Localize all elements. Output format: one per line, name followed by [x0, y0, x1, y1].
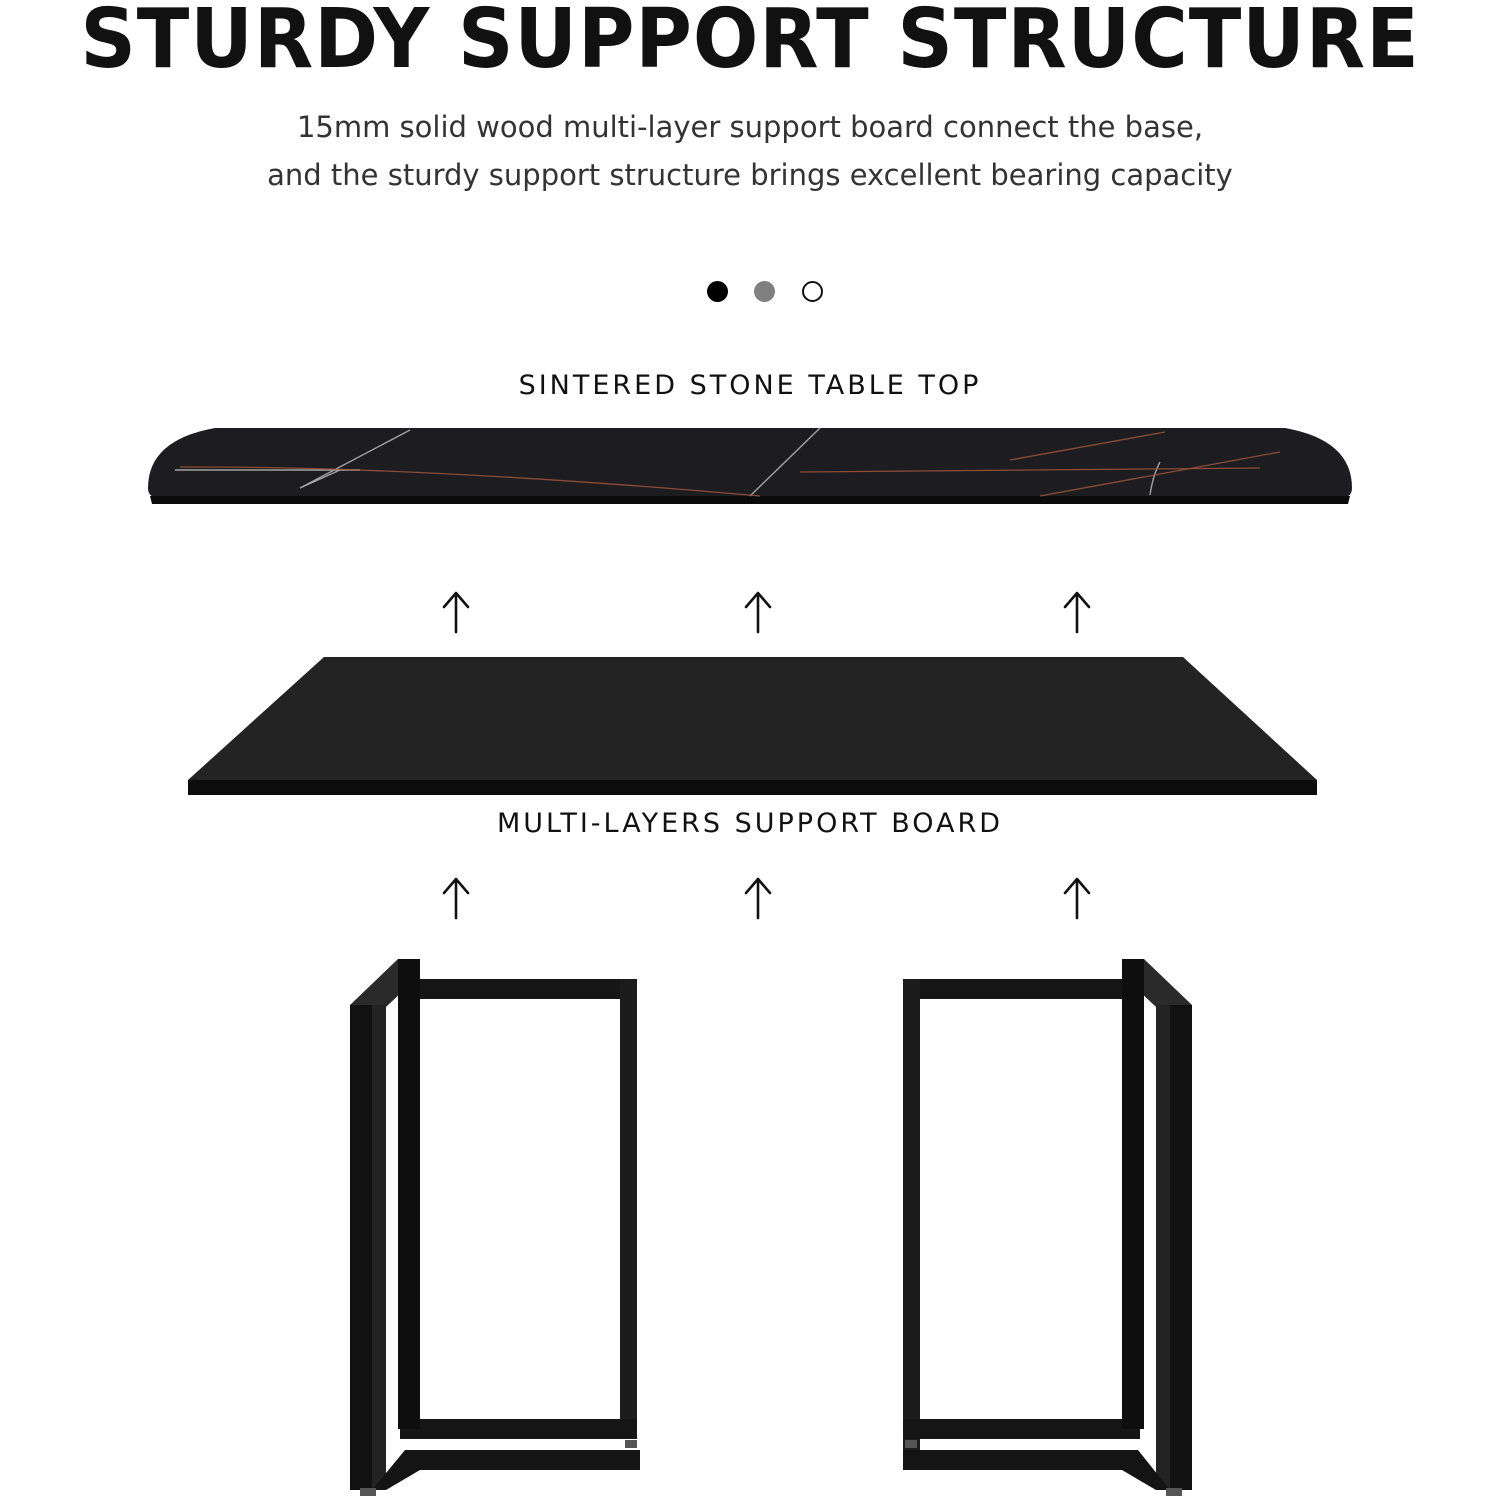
arrow-up-icon [444, 593, 468, 632]
multi-layer-support-board [188, 657, 1317, 795]
table-top-label: SINTERED STONE TABLE TOP [518, 370, 982, 401]
arrow-up-icon [746, 593, 770, 632]
right-leg-frame [903, 959, 1192, 1496]
description-line-2: and the sturdy support structure brings excellent bearing capacity [267, 158, 1233, 192]
support-board-label: MULTI-LAYERS SUPPORT BOARD [496, 808, 1004, 839]
arrow-up-icon [1065, 879, 1089, 918]
sintered-stone-table-top [148, 428, 1352, 504]
description-line-1: 15mm solid wood multi-layer support board connect the base, [296, 110, 1204, 144]
arrow-up-icon [1065, 593, 1089, 632]
left-leg-frame [350, 959, 640, 1496]
page-title: STURDY SUPPORT STRUCTURE [80, 0, 1420, 87]
arrow-up-icon [746, 879, 770, 918]
arrow-up-icon [444, 879, 468, 918]
